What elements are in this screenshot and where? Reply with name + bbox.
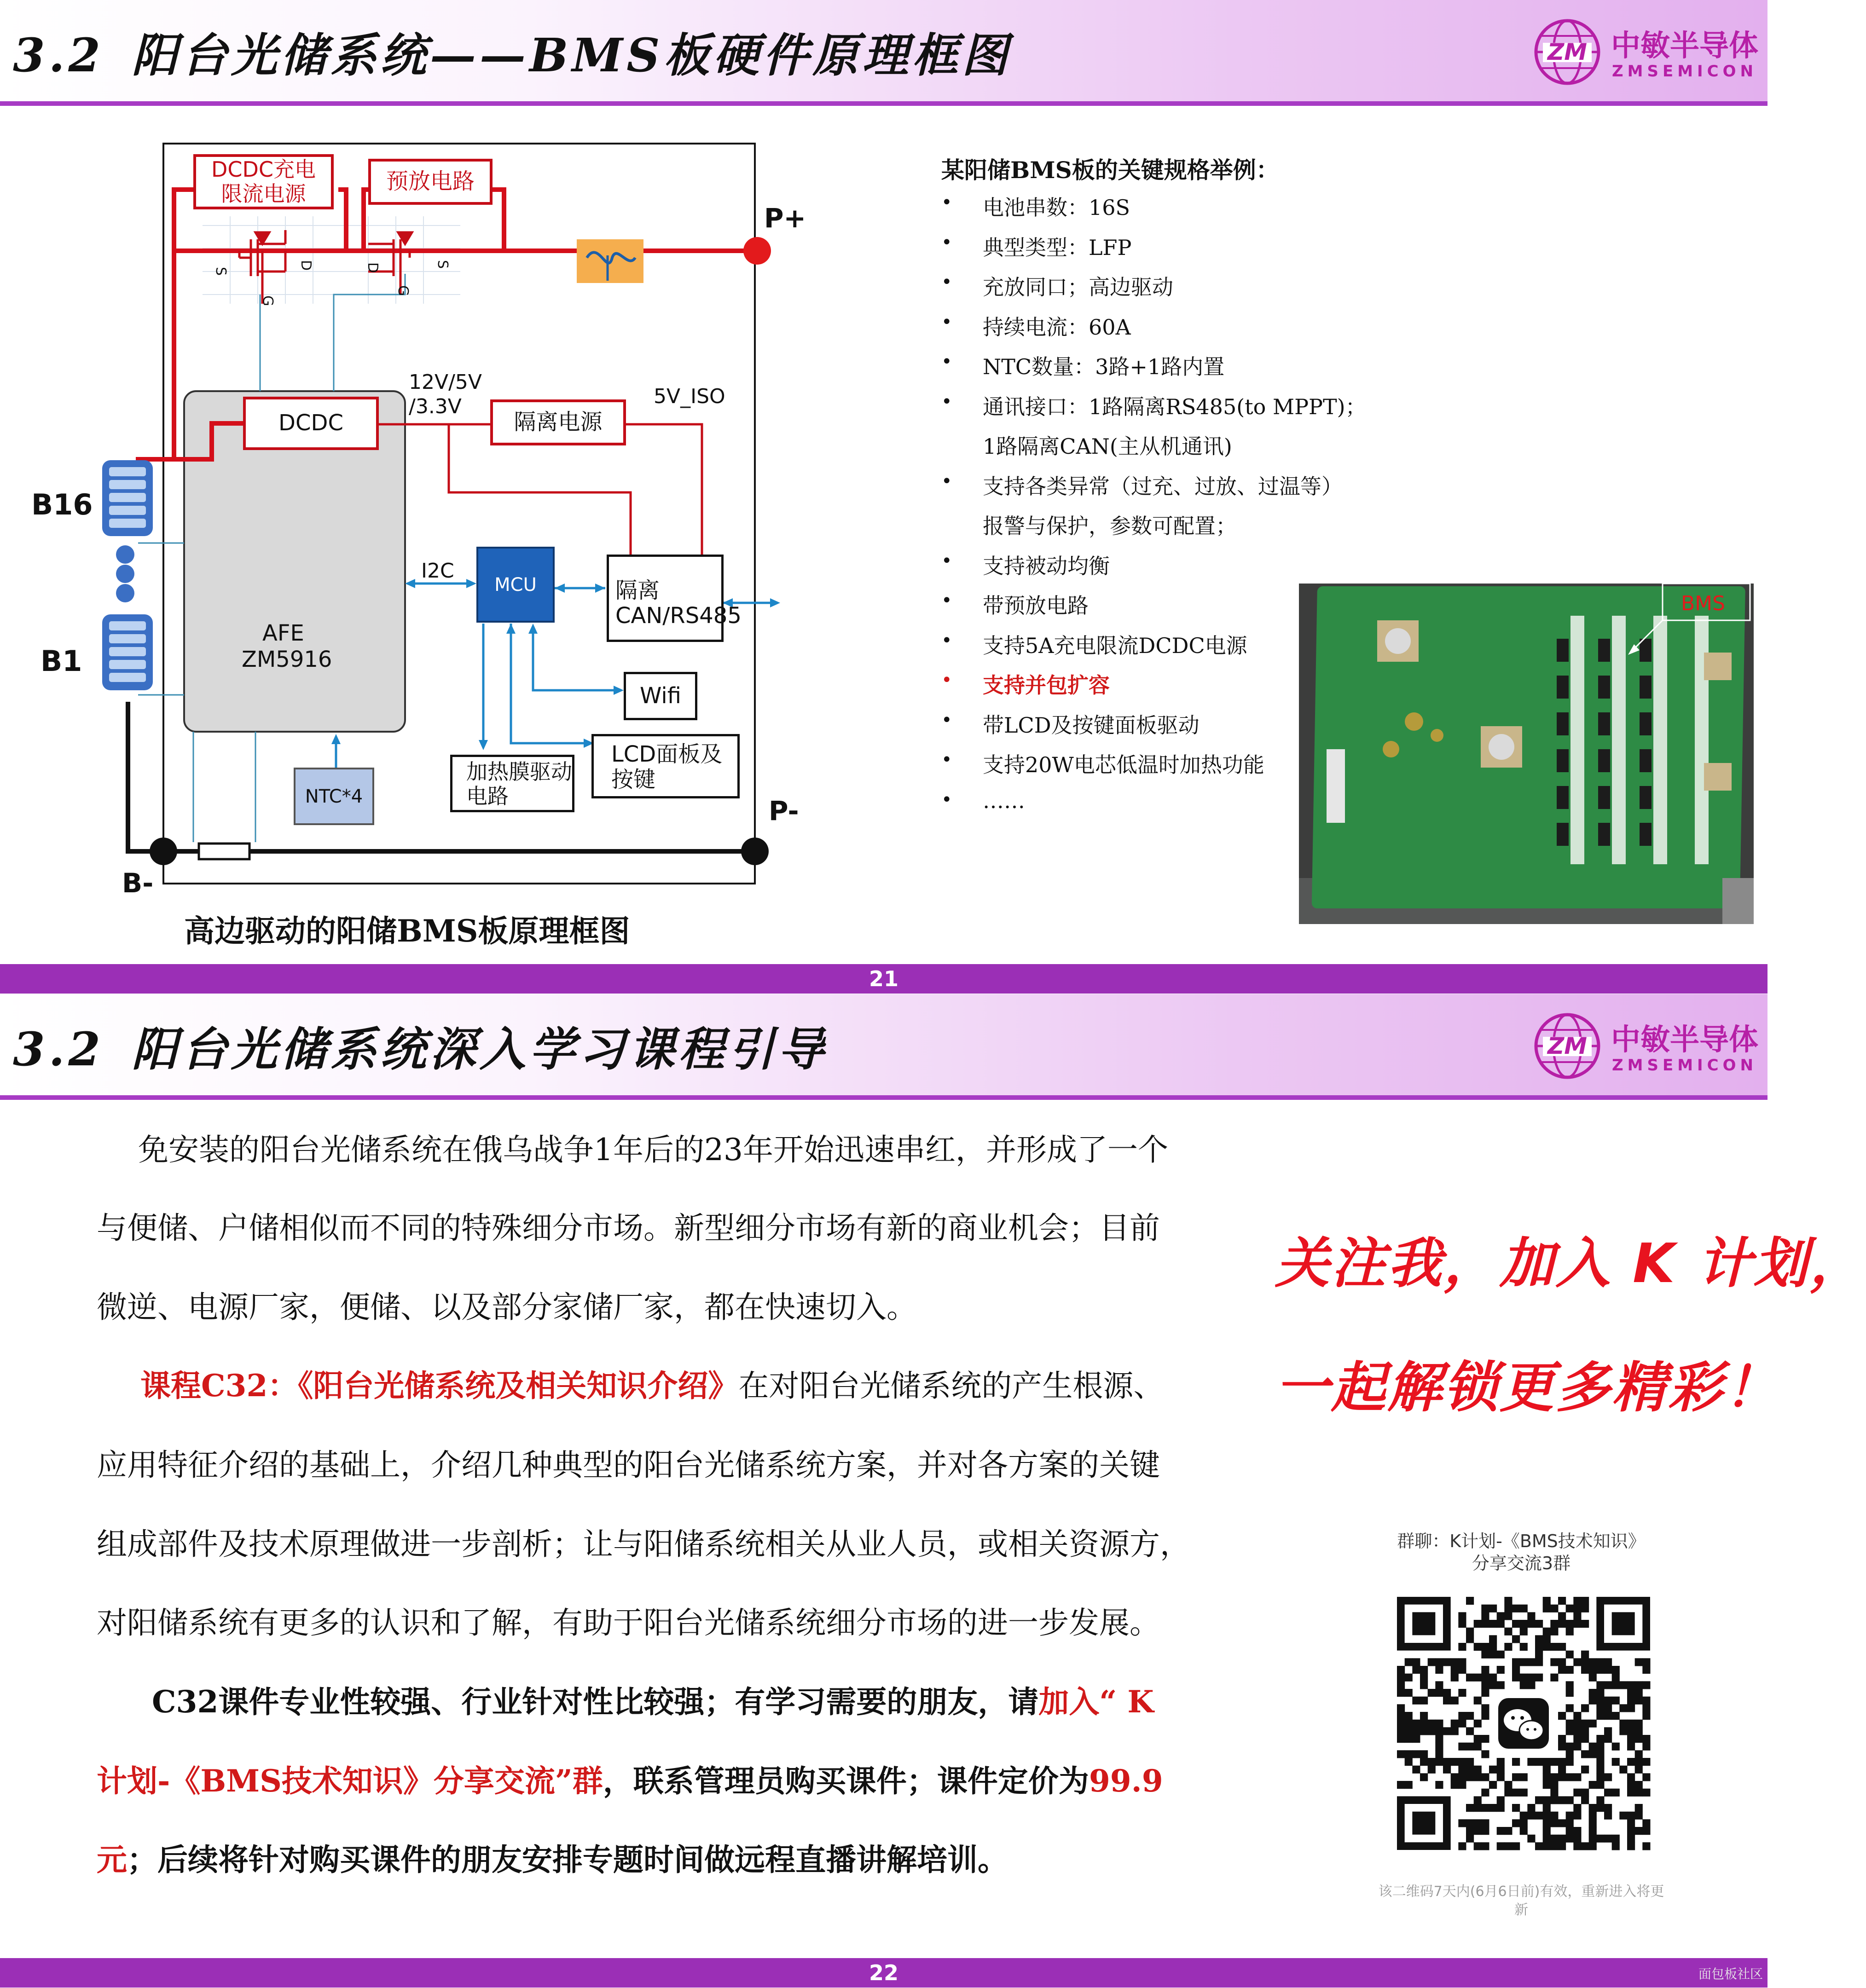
spec-bullet: • bbox=[941, 550, 952, 572]
spec-item: 电池串数：16S bbox=[983, 195, 1130, 220]
afe-part-label: ZM5916 bbox=[242, 647, 332, 672]
battery-b16-icon bbox=[102, 460, 153, 536]
para2-line3: 组成部件及技术原理做进一步剖析；让与阳储系统相关从业人员，或相关资源方， bbox=[97, 1526, 1190, 1562]
para2-line4: 对阳储系统有更多的认识和了解，有助于阳台光储系统细分市场的进一步发展。 bbox=[97, 1605, 1160, 1641]
zm-logo-icon bbox=[1533, 17, 1602, 87]
precharge-box: 预放电路 bbox=[368, 159, 493, 205]
spec-item: 持续电流：60A bbox=[983, 314, 1131, 340]
spec-item: …… bbox=[983, 788, 1025, 813]
qr-note-1: 该二维码7天内(6月6日前)有效，重新进入将更 bbox=[1378, 1884, 1664, 1900]
bms-photo-label: BMS bbox=[1681, 592, 1726, 615]
para3-line2: 计划-《BMS技术知识》分享交流”群，联系管理员购买课件；课件定价为99.9 bbox=[97, 1763, 1163, 1799]
svg-text:S: S bbox=[435, 260, 451, 269]
slide-title: 3.2 阳台光储系统深入学习课程引导 bbox=[13, 1022, 828, 1076]
spec-bullet: • bbox=[941, 391, 952, 412]
spec-bullet: • bbox=[941, 470, 952, 492]
p-minus-label: P- bbox=[769, 795, 799, 826]
svg-text:ZM: ZM bbox=[1547, 1033, 1588, 1059]
svg-text:ZM: ZM bbox=[1547, 39, 1588, 65]
spec-item: 通讯接口：1路隔离RS485(to MPPT)； bbox=[983, 394, 1367, 419]
ntc-box: NTC*4 bbox=[294, 768, 374, 825]
isolated-can-rs485-box: 隔离CAN/RS485 bbox=[607, 555, 724, 642]
b1-label: B1 bbox=[41, 644, 82, 678]
isolated-power-box: 隔离电源 bbox=[490, 399, 626, 445]
spec-item: 支持并包扩容 bbox=[983, 673, 1110, 698]
dcdc-charge-box: DCDC充电限流电源 bbox=[193, 154, 334, 209]
spec-item: 带预放电路 bbox=[983, 593, 1089, 618]
para2-line1: 课程C32：《阳台光储系统及相关知识介绍》在对阳台光储系统的产生根源、 bbox=[140, 1368, 1164, 1404]
group-name: 计划-《BMS技术知识》分享交流”群 bbox=[97, 1763, 603, 1799]
slide-title: 3.2 阳台光储系统——BMS板硬件原理框图 bbox=[13, 28, 1012, 82]
course-price: 99.9 bbox=[1089, 1763, 1163, 1799]
logo-name-cn: 中敏半导体 bbox=[1611, 1023, 1758, 1057]
wechat-icon bbox=[1498, 1698, 1549, 1749]
course-title: 课程C32：《阳台光储系统及相关知识介绍》 bbox=[140, 1368, 739, 1404]
qr-caption-2: 分享交流3群 bbox=[1472, 1553, 1571, 1573]
spec-item: 典型类型：LFP bbox=[983, 235, 1132, 260]
battery-ellipsis-icon bbox=[116, 545, 134, 602]
qr-caption-1: 群聊：K计划-《BMS技术知识》 bbox=[1397, 1531, 1646, 1551]
wifi-box: Wifi bbox=[624, 672, 697, 720]
para1-line2: 与便储、户储相似而不同的特殊细分市场。新型细分市场有新的商业机会；目前 bbox=[97, 1210, 1160, 1246]
page-number: 21 bbox=[869, 966, 898, 991]
b16-label: B16 bbox=[31, 488, 93, 521]
iso-voltage-label: 5V_ISO bbox=[654, 385, 725, 408]
logo-name-cn: 中敏半导体 bbox=[1611, 29, 1758, 63]
slide-22 bbox=[0, 994, 1866, 1988]
b-minus-label: B- bbox=[122, 867, 154, 899]
spec-item: 充放同口；高边驱动 bbox=[983, 275, 1173, 300]
svg-text:D: D bbox=[365, 262, 381, 273]
spec-bullet: • bbox=[941, 272, 952, 293]
header-underline bbox=[0, 1095, 1767, 1100]
lcd-panel-box: LCD面板及按键 bbox=[591, 734, 740, 798]
para3-line1: C32课件专业性较强、行业针对性比较强；有学习需要的朋友，请加入“ K bbox=[152, 1684, 1154, 1720]
mcu-box: MCU bbox=[476, 547, 555, 623]
spec-item: 支持5A充电限流DCDC电源 bbox=[983, 633, 1247, 658]
spec-bullet: • bbox=[941, 749, 952, 770]
para2-line2: 应用特征介绍的基础上，介绍几种典型的阳台光储系统方案，并对各方案的关键 bbox=[97, 1447, 1160, 1483]
spec-item: NTC数量：3路+1路内置 bbox=[983, 354, 1225, 379]
spec-bullet: • bbox=[941, 311, 952, 333]
promo-line-1: 关注我，加入 K 计划， bbox=[1275, 1231, 1866, 1295]
spec-item: 支持被动均衡 bbox=[983, 553, 1110, 578]
heater-driver-box: 加热膜驱动电路 bbox=[450, 755, 574, 812]
zm-logo-icon bbox=[1533, 1011, 1602, 1081]
spec-bullet: • bbox=[941, 630, 952, 651]
dcdc-box: DCDC bbox=[243, 397, 379, 450]
qr-note-2: 新 bbox=[1514, 1902, 1528, 1918]
logo-name-en: ZMSEMICON bbox=[1612, 1056, 1757, 1075]
p-plus-label: P+ bbox=[764, 202, 806, 234]
voltage-output-label: 12V/5V /3.3V bbox=[409, 370, 482, 418]
spec-item-continuation: 报警与保护，参数可配置； bbox=[983, 514, 1237, 538]
spec-bullet: • bbox=[941, 789, 952, 810]
diagram-caption: 高边驱动的阳储BMS板原理框图 bbox=[184, 913, 630, 949]
i2c-label: I2C bbox=[421, 559, 454, 583]
page-number: 22 bbox=[869, 1960, 898, 1985]
spec-item: 带LCD及按键面板驱动 bbox=[983, 712, 1200, 738]
spec-item: 支持20W电芯低温时加热功能 bbox=[983, 752, 1264, 777]
afe-label: AFE bbox=[262, 620, 304, 646]
bms-board-photo bbox=[1299, 584, 1754, 924]
spec-bullet: • bbox=[941, 590, 952, 611]
svg-text:S: S bbox=[213, 267, 229, 276]
spec-bullet: • bbox=[941, 351, 952, 372]
bms-block-diagram bbox=[0, 0, 875, 920]
spec-list-title: 某阳储BMS板的关键规格举例： bbox=[941, 156, 1279, 184]
svg-text:G: G bbox=[395, 285, 411, 296]
para3-line3: 元；后续将针对购买课件的朋友安排专题时间做远程直播讲解培训。 bbox=[97, 1842, 1008, 1878]
slide-21 bbox=[0, 0, 1767, 996]
svg-text:D: D bbox=[298, 260, 314, 271]
mosfet-1-icon bbox=[239, 230, 285, 304]
promo-line-2: 一起解锁更多精彩！ bbox=[1275, 1356, 1781, 1419]
spec-bullet: • bbox=[941, 192, 952, 213]
spec-bullet: • bbox=[941, 670, 952, 691]
watermark: 面包板社区 bbox=[1698, 1966, 1763, 1982]
logo-name-en: ZMSEMICON bbox=[1612, 62, 1757, 81]
spec-bullet: • bbox=[941, 709, 952, 731]
svg-text:G: G bbox=[260, 295, 276, 306]
para1-line1: 免安装的阳台光储系统在俄乌战争1年后的23年开始迅速串红，并形成了一个 bbox=[138, 1132, 1168, 1167]
spec-item-continuation: 1路隔离CAN(主从机通讯) bbox=[983, 434, 1232, 459]
spec-bullet: • bbox=[941, 231, 952, 253]
spec-item: 支持各类异常（过充、过放、过温等） bbox=[983, 474, 1343, 499]
qr-code[interactable] bbox=[1397, 1597, 1650, 1850]
para1-line3: 微逆、电源厂家，便储、以及部分家储厂家，都在快速切入。 bbox=[97, 1289, 917, 1325]
battery-b1-icon bbox=[102, 614, 153, 690]
